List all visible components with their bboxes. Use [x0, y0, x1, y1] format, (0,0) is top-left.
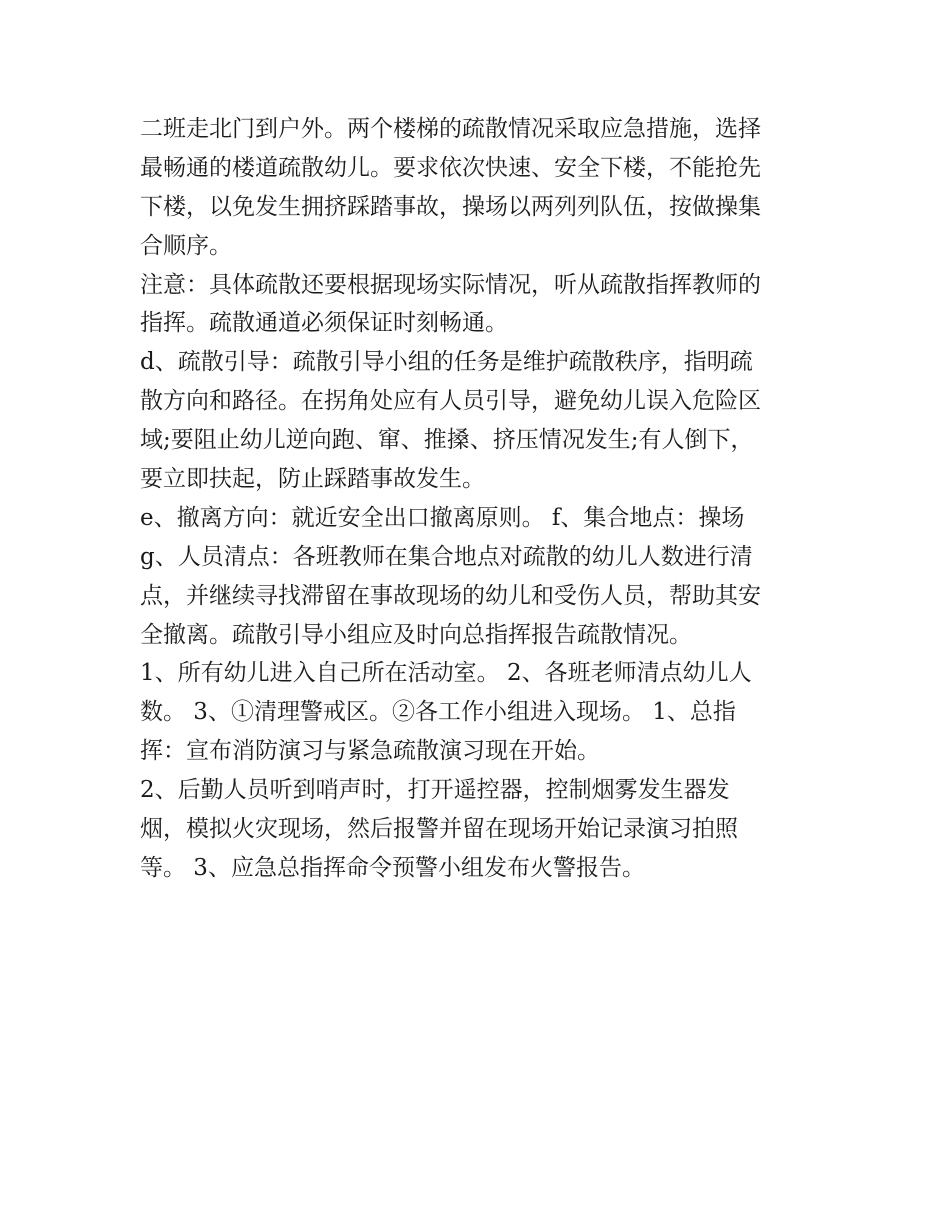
text-line: 指挥。疏散通道必须保证时刻畅通。 — [140, 310, 508, 337]
text-line: 域;要阻止幼儿逆向跑、窜、推搡、挤压情况发生;有人倒下， — [140, 427, 754, 454]
text-line: 最畅通的楼道疏散幼儿。要求依次快速、安全下楼，不能抢先 — [140, 154, 761, 181]
text-line: 烟，模拟火灾现场，然后报警并留在现场开始记录演习拍照 — [140, 816, 738, 843]
paragraph-drill-steps-2 — [140, 771, 825, 888]
text-line: 注意：具体疏散还要根据现场实际情况，听从疏散指挥教师的 — [140, 271, 761, 298]
text-line: d、疏散引导：疏散引导小组的任务是维护疏散秩序，指明疏 — [140, 349, 753, 376]
paragraph-headcount — [140, 538, 825, 655]
text-line: 要立即扶起，防止踩踏事故发生。 — [140, 466, 485, 493]
text-line: 数。 3、①清理警戒区。②各工作小组进入现场。 1、总指 — [140, 699, 736, 726]
text-line: e、撤离方向：就近安全出口撤离原则。 f、集合地点：操场 — [140, 504, 745, 531]
text-line: 合顺序。 — [140, 232, 232, 259]
paragraph-note — [140, 266, 825, 344]
paragraph-evacuation-guidance — [140, 343, 825, 499]
text-line: 挥：宣布消防演习与紧急疏散演习现在开始。 — [140, 738, 600, 765]
paragraph-evacuation-route — [140, 110, 825, 266]
text-line: 二班走北门到户外。两个楼梯的疏散情况采取应急措施，选择 — [140, 116, 761, 142]
paragraph-evacuation-direction — [140, 499, 825, 538]
text-line: 等。 3、应急总指挥命令预警小组发布火警报告。 — [140, 854, 645, 881]
text-line: 全撤离。疏散引导小组应及时向总指挥报告疏散情况。 — [140, 621, 692, 648]
document-body — [140, 110, 825, 888]
text-line: 散方向和路径。在拐角处应有人员引导，避免幼儿误入危险区 — [140, 388, 761, 415]
paragraph-drill-steps-1 — [140, 654, 825, 771]
text-line: 点，并继续寻找滞留在事故现场的幼儿和受伤人员，帮助其安 — [140, 582, 761, 609]
text-line: 下楼，以免发生拥挤踩踏事故，操场以两列列队伍，按做操集 — [140, 193, 761, 220]
text-line: 1、所有幼儿进入自己所在活动室。 2、各班老师清点幼儿人 — [140, 660, 752, 687]
text-line: g、人员清点：各班教师在集合地点对疏散的幼儿人数进行清 — [140, 543, 753, 570]
text-line: 2、后勤人员听到哨声时，打开遥控器，控制烟雾发生器发 — [140, 777, 730, 804]
